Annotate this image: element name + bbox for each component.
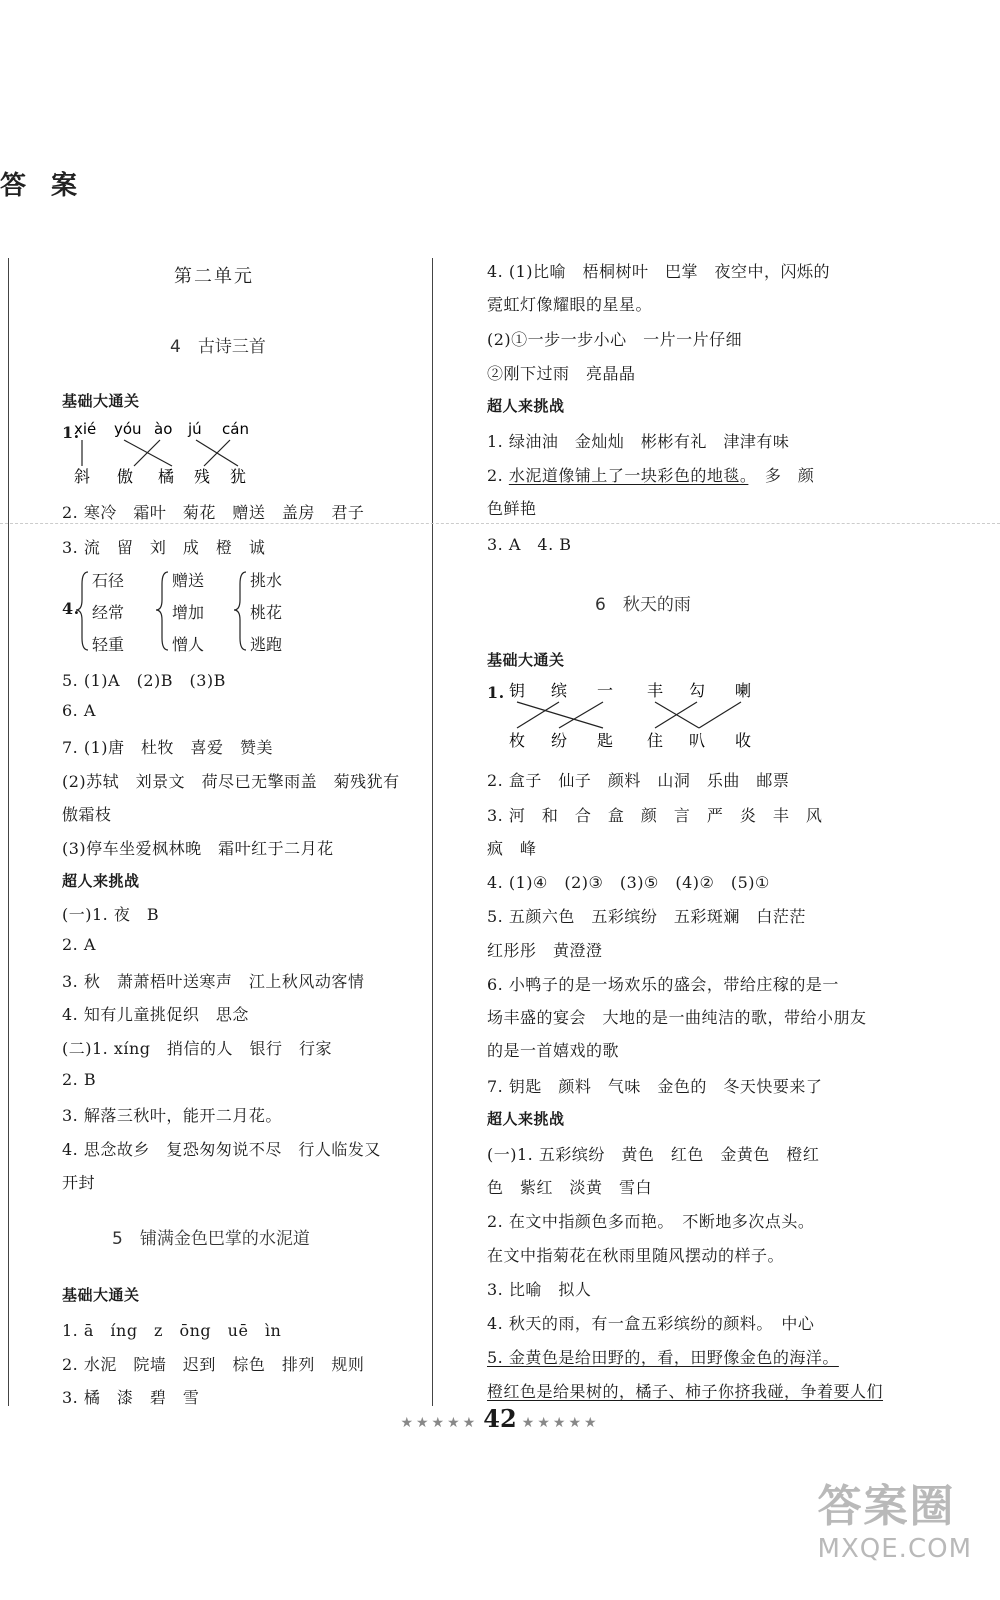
l6-q6-cont1: 场丰盛的宴会 大地的是一曲纯洁的歌，带给小朋友 xyxy=(487,1008,867,1027)
page-number: 42 xyxy=(483,1404,517,1433)
footer-stars-right: ★★★★★ xyxy=(521,1415,600,1431)
lesson4-basic-heading: 基础大通关 xyxy=(62,392,140,410)
l5-q2: 2. 水泥 院墙 迟到 棕色 排列 规则 xyxy=(62,1355,365,1374)
l4-q4-item: 轻重 xyxy=(92,635,125,654)
l4-q4-item: 石径 xyxy=(92,571,125,590)
l4-q4-item: 桃花 xyxy=(250,603,283,622)
l6-q1-bottom-char: 纷 xyxy=(551,731,568,750)
l6-q3-cont: 疯 峰 xyxy=(487,839,537,858)
l6-q5-cont: 红彤彤 黄澄澄 xyxy=(487,941,603,960)
l6-q1-top-char: 缤 xyxy=(551,681,568,700)
l5-q3: 3. 橘 漆 碧 雪 xyxy=(62,1388,200,1407)
l4-q4-item: 经常 xyxy=(92,603,125,622)
l4-q1-pinyin: cán xyxy=(222,420,249,438)
l6-q1-top-char: 喇 xyxy=(735,681,752,700)
l4-s3: 3. 秋 萧萧梧叶送寒声 江上秋风动客情 xyxy=(62,972,365,991)
l4-q4-item: 挑水 xyxy=(250,571,283,590)
l4-q7-1: 7. (1)唐 杜牧 喜爱 赞美 xyxy=(62,738,274,757)
lesson4-title: 4 古诗三首 xyxy=(170,337,266,357)
l6-s5-cont: 橙红色是给果树的，橘子、柿子你挤我碰，争着要人们 xyxy=(487,1382,884,1401)
l4-q1-char: 斜 xyxy=(74,467,91,486)
watermark-logo xyxy=(818,1470,972,1564)
fold-line xyxy=(0,523,1000,524)
r-super-heading: 超人来挑战 xyxy=(487,397,565,415)
l5-q1: 1. ā íng z ōng uē ìn xyxy=(62,1321,282,1340)
r-s2-rest: 多 颜 xyxy=(748,466,815,485)
l6-q1-bottom-char: 匙 xyxy=(597,731,614,750)
l6-s3: 3. 比喻 拟人 xyxy=(487,1280,592,1299)
l6-s1: (一)1. 五彩缤纷 黄色 红色 金黄色 橙红 xyxy=(487,1145,820,1164)
r-s2 xyxy=(487,463,814,486)
l4-s7: 3. 解落三秋叶，能开二月花。 xyxy=(62,1106,282,1125)
r-s2-underlined: 水泥道像铺上了一块彩色的地毯。 xyxy=(508,466,749,485)
l6-q3: 3. 河 和 合 盒 颜 言 严 炎 丰 风 xyxy=(487,806,823,825)
l6-q5: 5. 五颜六色 五彩缤纷 五彩斑斓 白茫茫 xyxy=(487,907,806,926)
footer-stars-left: ★★★★★ xyxy=(400,1415,479,1431)
r-q4-2-cont: ②刚下过雨 亮晶晶 xyxy=(487,364,636,383)
l6-q1-bottom-char: 叭 xyxy=(689,731,706,750)
watermark-url: MXQE.COM xyxy=(817,1534,972,1564)
r-q4-1: 4. (1)比喻 梧桐树叶 巴掌 夜空中，闪烁的 xyxy=(487,262,831,281)
r-s3: 3. A 4. B xyxy=(487,535,572,554)
l4-q7-2: (2)苏轼 刘景文 荷尽已无擎雨盖 菊残犹有 xyxy=(62,772,400,791)
l4-s6: 2. B xyxy=(62,1070,97,1089)
l6-s2-cont: 在文中指菊花在秋雨里随风摆动的样子。 xyxy=(487,1246,785,1265)
l4-s8-cont: 开封 xyxy=(62,1173,96,1192)
l4-q4-item: 赠送 xyxy=(172,571,205,590)
l6-q1-number: 1. xyxy=(487,683,505,702)
l4-s4: 4. 知有儿童挑促织 思念 xyxy=(62,1005,249,1024)
l4-q1-number: 1. xyxy=(62,423,80,442)
left-margin-rule xyxy=(8,258,9,1406)
l4-q4-item: 憎人 xyxy=(172,635,205,654)
l6-q1-top-char: 丰 xyxy=(647,681,664,700)
match-line xyxy=(699,702,741,728)
l4-q4-item: 增加 xyxy=(172,603,205,622)
r-q4-2: (2)①一步一步小心 一片一片仔细 xyxy=(487,330,743,349)
lesson5-title: 5 铺满金色巴掌的水泥道 xyxy=(112,1229,310,1249)
l4-q1-char: 橘 xyxy=(158,467,175,486)
l6-s5: 5. 金黄色是给田野的，看，田野像金色的海洋。 xyxy=(487,1348,839,1367)
match-line xyxy=(517,702,603,728)
l6-q1-matching xyxy=(487,678,787,754)
r-s2-cont: 色鲜艳 xyxy=(487,499,537,518)
l4-q1-pinyin: jú xyxy=(188,420,202,438)
l4-q1-matching xyxy=(62,418,302,490)
page-footer xyxy=(0,1404,1000,1433)
match-line xyxy=(559,702,603,728)
match-line xyxy=(124,440,172,466)
l6-q1-bottom-char: 住 xyxy=(647,731,664,750)
l4-s5: (二)1. xíng 捎信的人 银行 行家 xyxy=(62,1039,333,1058)
match-line xyxy=(134,440,160,466)
l4-q7-2-cont: 傲霜枝 xyxy=(62,805,112,824)
match-line xyxy=(517,702,559,728)
l4-q2: 2. 寒冷 霜叶 菊花 赠送 盖房 君子 xyxy=(62,503,365,522)
l4-s2: 2. A xyxy=(62,935,96,954)
l6-q1-bottom-char: 枚 xyxy=(509,731,526,750)
l6-q6: 6. 小鸭子的是一场欢乐的盛会，带给庄稼的是一 xyxy=(487,975,839,994)
l6-q1-top-char: 一 xyxy=(597,681,614,700)
l6-q1-bottom-char: 收 xyxy=(735,731,752,750)
lesson6-basic-heading: 基础大通关 xyxy=(487,651,565,669)
l4-q7-3: (3)停车坐爱枫林晚 霜叶红于二月花 xyxy=(62,839,334,858)
l4-q4-number: 4. xyxy=(62,599,80,618)
l4-q1-char: 傲 xyxy=(117,467,134,486)
l4-s8: 4. 思念故乡 复恐匆匆说不尽 行人临发又 xyxy=(62,1140,381,1159)
l6-q7: 7. 钥匙 颜料 气味 金色的 冬天快要来了 xyxy=(487,1077,823,1096)
l4-q3: 3. 流 留 刘 成 橙 诚 xyxy=(62,538,266,557)
l4-s1: (一)1. 夜 B xyxy=(62,905,160,924)
l4-q4-item: 逃跑 xyxy=(250,635,283,654)
lesson5-basic-heading: 基础大通关 xyxy=(62,1286,140,1304)
unit-title: 第二单元 xyxy=(174,266,254,287)
l4-q1-pinyin: xié xyxy=(74,420,97,438)
l6-q1-top-char: 钥 xyxy=(509,681,526,700)
r-s2-number: 2. xyxy=(487,466,509,485)
l6-q1-top-char: 勾 xyxy=(689,681,706,700)
l4-q5: 5. (1)A (2)B (3)B xyxy=(62,671,226,690)
l6-s2: 2. 在文中指颜色多而艳。 不断地多次点头。 xyxy=(487,1212,815,1231)
l6-q2: 2. 盒子 仙子 颜料 山洞 乐曲 邮票 xyxy=(487,771,790,790)
r-q4-1-cont: 霓虹灯像耀眼的星星。 xyxy=(487,295,653,314)
r-s1: 1. 绿油油 金灿灿 彬彬有礼 津津有味 xyxy=(487,432,790,451)
lesson6-super-heading: 超人来挑战 xyxy=(487,1110,565,1128)
header-title: 答 案 xyxy=(0,171,86,201)
l4-q1-char: 残 xyxy=(194,467,211,486)
l6-q4: 4. (1)④ (2)③ (3)⑤ (4)② (5)① xyxy=(487,873,770,892)
l4-q1-pinyin: ào xyxy=(154,420,173,438)
watermark-text: 答案圈 xyxy=(817,1481,956,1532)
match-line xyxy=(204,440,230,466)
lesson6-title: 6 秋天的雨 xyxy=(595,595,691,615)
l4-q1-pinyin: yóu xyxy=(114,420,142,438)
l6-s4: 4. 秋天的雨，有一盒五彩缤纷的颜料。 中心 xyxy=(487,1314,815,1333)
lesson4-super-heading: 超人来挑战 xyxy=(62,872,140,890)
l4-q1-char: 犹 xyxy=(230,467,247,486)
l4-q6: 6. A xyxy=(62,701,96,720)
l6-q6-cont2: 的是一首嬉戏的歌 xyxy=(487,1041,620,1060)
l6-s1-cont: 色 紫红 淡黄 雪白 xyxy=(487,1178,653,1197)
column-divider xyxy=(432,258,433,1406)
